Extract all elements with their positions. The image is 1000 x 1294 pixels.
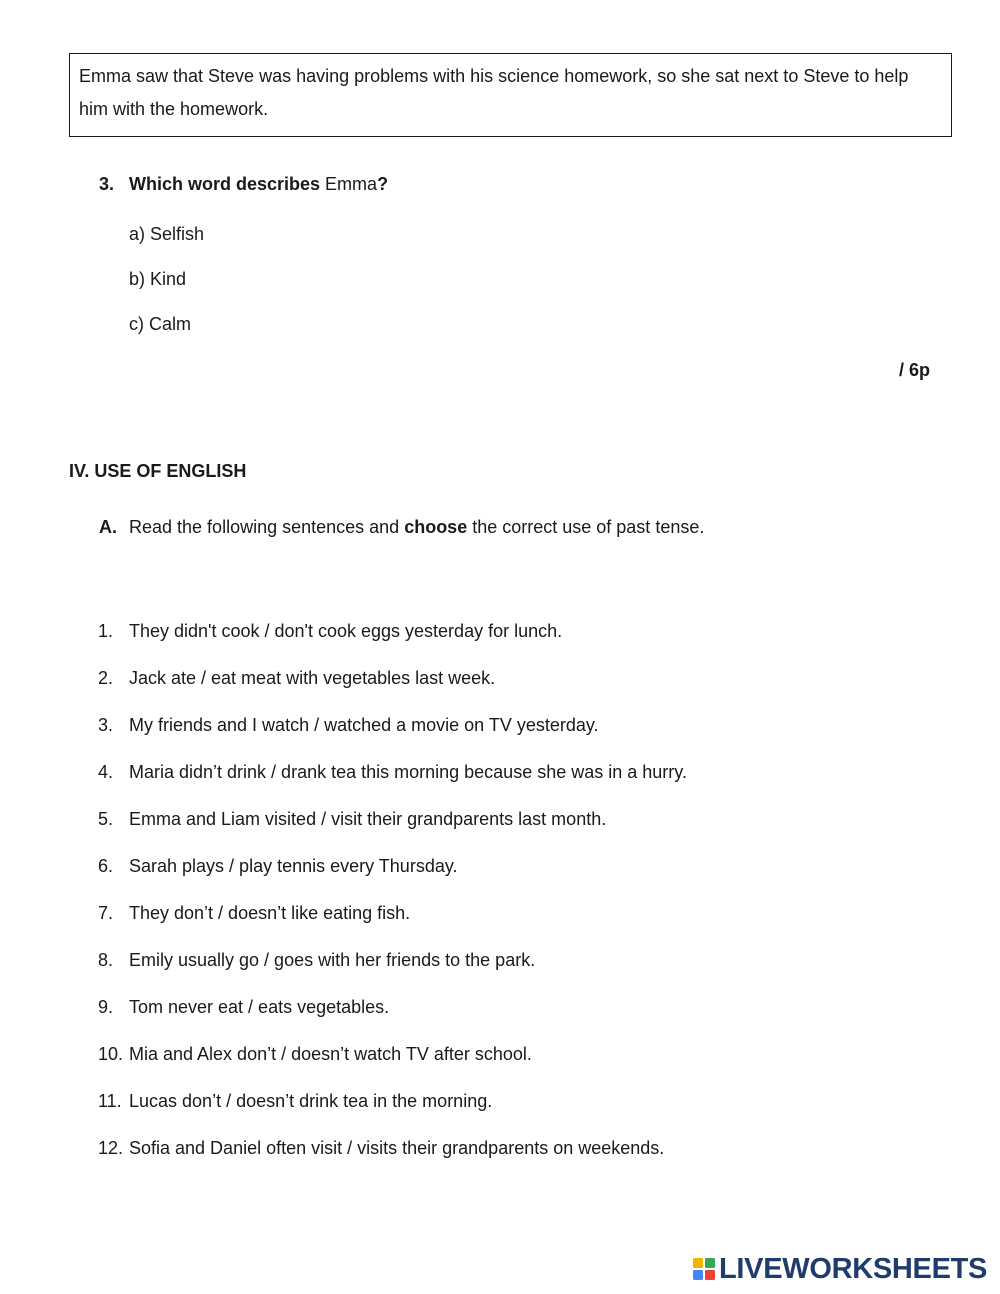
- question-number: 3.: [99, 174, 115, 194]
- score-label: / 6p: [898, 360, 930, 380]
- item-number: 5.: [98, 809, 114, 829]
- item-text[interactable]: Sarah plays / play tennis every Thursday.: [129, 856, 458, 876]
- logo-blocks-icon: [693, 1258, 715, 1280]
- item-text[interactable]: Maria didn’t drink / drank tea this morning because she was in a hurry.: [129, 762, 687, 782]
- list-item: [98, 666, 687, 713]
- item-text[interactable]: Sofia and Daniel often visit / visits their grandparents on weekends.: [129, 1138, 665, 1158]
- list-item: [98, 619, 687, 666]
- instruction-before: Read the following sentences and: [129, 517, 405, 537]
- section-title: IV. USE OF ENGLISH: [69, 461, 247, 481]
- question-bold-prefix: Which word describes: [129, 174, 321, 194]
- list-item: [98, 1136, 687, 1183]
- option-c[interactable]: c) Calm: [129, 314, 191, 334]
- liveworksheets-logo: [693, 1254, 987, 1284]
- item-number: 10.: [98, 1044, 124, 1064]
- instruction-bold: choose: [404, 517, 468, 537]
- item-number: 3.: [98, 715, 114, 735]
- question-3: [99, 174, 388, 195]
- instruction: [99, 517, 704, 538]
- reading-passage-box: [69, 53, 952, 137]
- question-subject: Emma: [320, 174, 378, 194]
- reading-passage-text: Emma saw that Steve was having problems with his science homework, so she sat next to Steve to help him with the homework.: [79, 66, 909, 119]
- item-number: 4.: [98, 762, 114, 782]
- question-mark: ?: [377, 174, 389, 194]
- list-item: [98, 1089, 687, 1136]
- item-text[interactable]: My friends and I watch / watched a movie on TV yesterday.: [129, 715, 599, 735]
- list-item: [98, 901, 687, 948]
- list-item: [98, 995, 687, 1042]
- item-text[interactable]: Tom never eat / eats vegetables.: [129, 997, 390, 1017]
- option-b[interactable]: b) Kind: [129, 269, 187, 289]
- item-number: 1.: [98, 621, 114, 641]
- logo-text: LIVEWORKSHEETS: [719, 1252, 988, 1285]
- item-text[interactable]: They don’t / doesn’t like eating fish.: [129, 903, 411, 923]
- option-a[interactable]: a) Selfish: [129, 224, 205, 244]
- item-number: 8.: [98, 950, 114, 970]
- instruction-letter: A.: [99, 517, 117, 537]
- item-text[interactable]: Emily usually go / goes with her friends to the park.: [129, 950, 536, 970]
- item-text[interactable]: They didn't cook / don't cook eggs yesterday for lunch.: [129, 621, 563, 641]
- instruction-after: the correct use of past tense.: [467, 517, 705, 537]
- item-text[interactable]: Jack ate / eat meat with vegetables last week.: [129, 668, 496, 688]
- list-item: [98, 948, 687, 995]
- list-item: [98, 760, 687, 807]
- item-number: 9.: [98, 997, 114, 1017]
- list-item: [98, 713, 687, 760]
- item-number: 7.: [98, 903, 114, 923]
- list-item: [98, 1042, 687, 1089]
- list-item: [98, 807, 687, 854]
- item-number: 12.: [98, 1138, 124, 1158]
- sentence-list: [98, 619, 687, 1183]
- item-text[interactable]: Lucas don’t / doesn’t drink tea in the morning.: [129, 1091, 493, 1111]
- item-number: 6.: [98, 856, 114, 876]
- item-text[interactable]: Emma and Liam visited / visit their grandparents last month.: [129, 809, 607, 829]
- item-number: 11.: [98, 1091, 122, 1111]
- list-item: [98, 854, 687, 901]
- item-text[interactable]: Mia and Alex don’t / doesn’t watch TV after school.: [129, 1044, 532, 1064]
- item-number: 2.: [98, 668, 114, 688]
